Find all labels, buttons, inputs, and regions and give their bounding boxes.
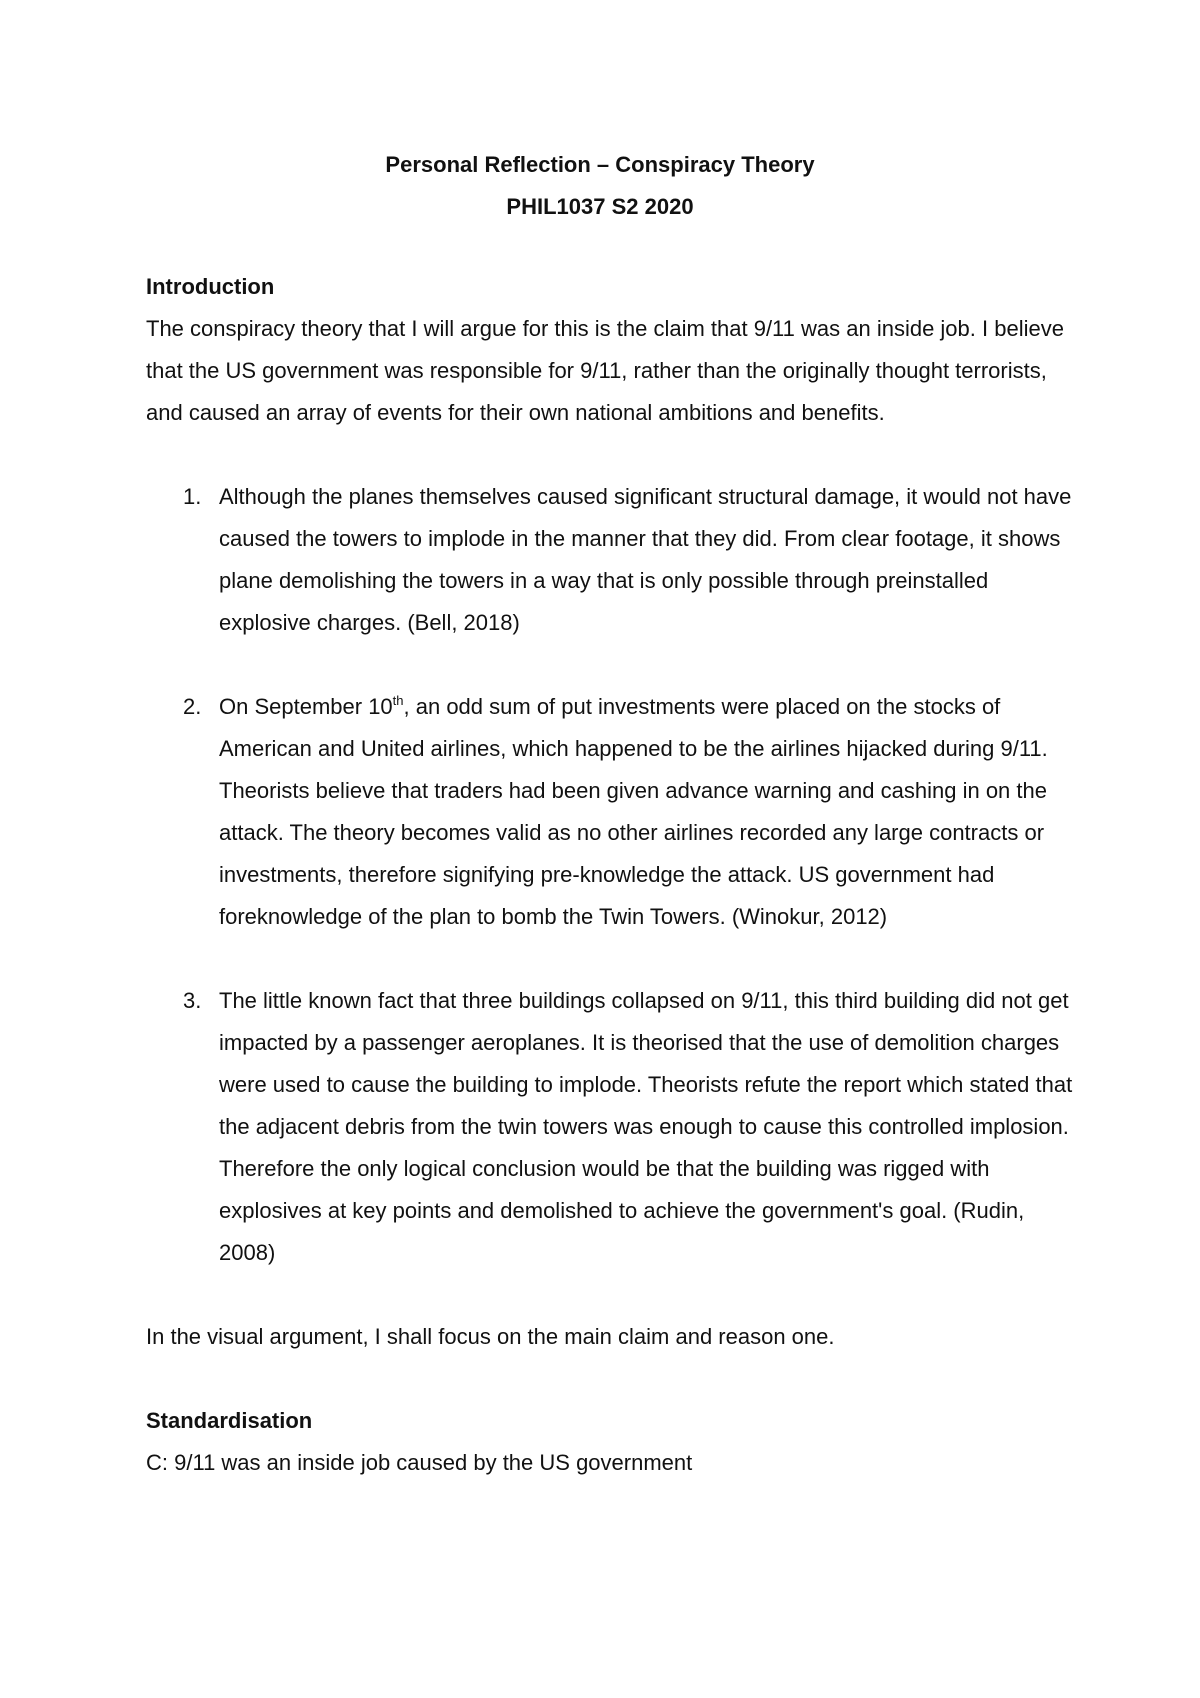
reason-number-3: 3.	[183, 988, 202, 1013]
reason-number-2: 2.	[183, 694, 202, 719]
reason-item-1	[146, 476, 1076, 644]
introduction-paragraph: The conspiracy theory that I will argue for this is the claim that 9/11 was an inside job. I believe that the US government was responsible for 9/11, rather than the originally thought terrorists, and caused an array of events for their own national ambitions and benefits.	[146, 316, 1064, 425]
reason-item-2	[146, 686, 1076, 938]
introduction-heading: Introduction	[146, 274, 275, 299]
reason-text-2-before: On September 10	[219, 694, 393, 719]
document-title: Personal Reflection – Conspiracy Theory	[385, 152, 815, 177]
visual-argument-note: In the visual argument, I shall focus on the main claim and reason one.	[146, 1324, 835, 1349]
reasons-list	[146, 476, 1076, 1274]
title-block	[0, 144, 1200, 228]
reason-item-3	[146, 980, 1076, 1274]
reason-text-1: Although the planes themselves caused significant structural damage, it would not have caused the towers to implode in the manner that they did. From clear footage, it shows plane demolishing the towers in a way that is only possible through preinstalled explosive charges. (Bell, 2018)	[219, 484, 1072, 635]
reason-text-3: The little known fact that three buildings collapsed on 9/11, this third building did not get impacted by a passenger aeroplanes. It is theorised that the use of demolition charges were used to cause the building to implode. Theorists refute the report which stated that the adjacent debris from the twin towers was enough to cause this controlled implosion. Therefore the only logical conclusion would be that the building was rigged with explosives at key points and demolished to achieve the government's goal. (Rudin, 2008)	[219, 988, 1073, 1265]
standardisation-heading: Standardisation	[146, 1408, 313, 1433]
reason-text-2-superscript: th	[392, 693, 404, 708]
document-body	[146, 266, 1076, 1484]
standardisation-claim: C: 9/11 was an inside job caused by the US government	[146, 1450, 693, 1475]
reason-number-1: 1.	[183, 484, 202, 509]
reason-text-2-after: , an odd sum of put investments were placed on the stocks of American and United airlines, which happened to be the airlines hijacked during 9/11. Theorists believe that traders had been given advance warning and cashing in on the attack. The theory becomes valid as no other airlines recorded any large contracts or investments, therefore signifying pre-knowledge the attack. US government had foreknowledge of the plan to bomb the Twin Towers. (Winokur, 2012)	[219, 694, 1048, 929]
document-subtitle: PHIL1037 S2 2020	[506, 194, 694, 219]
